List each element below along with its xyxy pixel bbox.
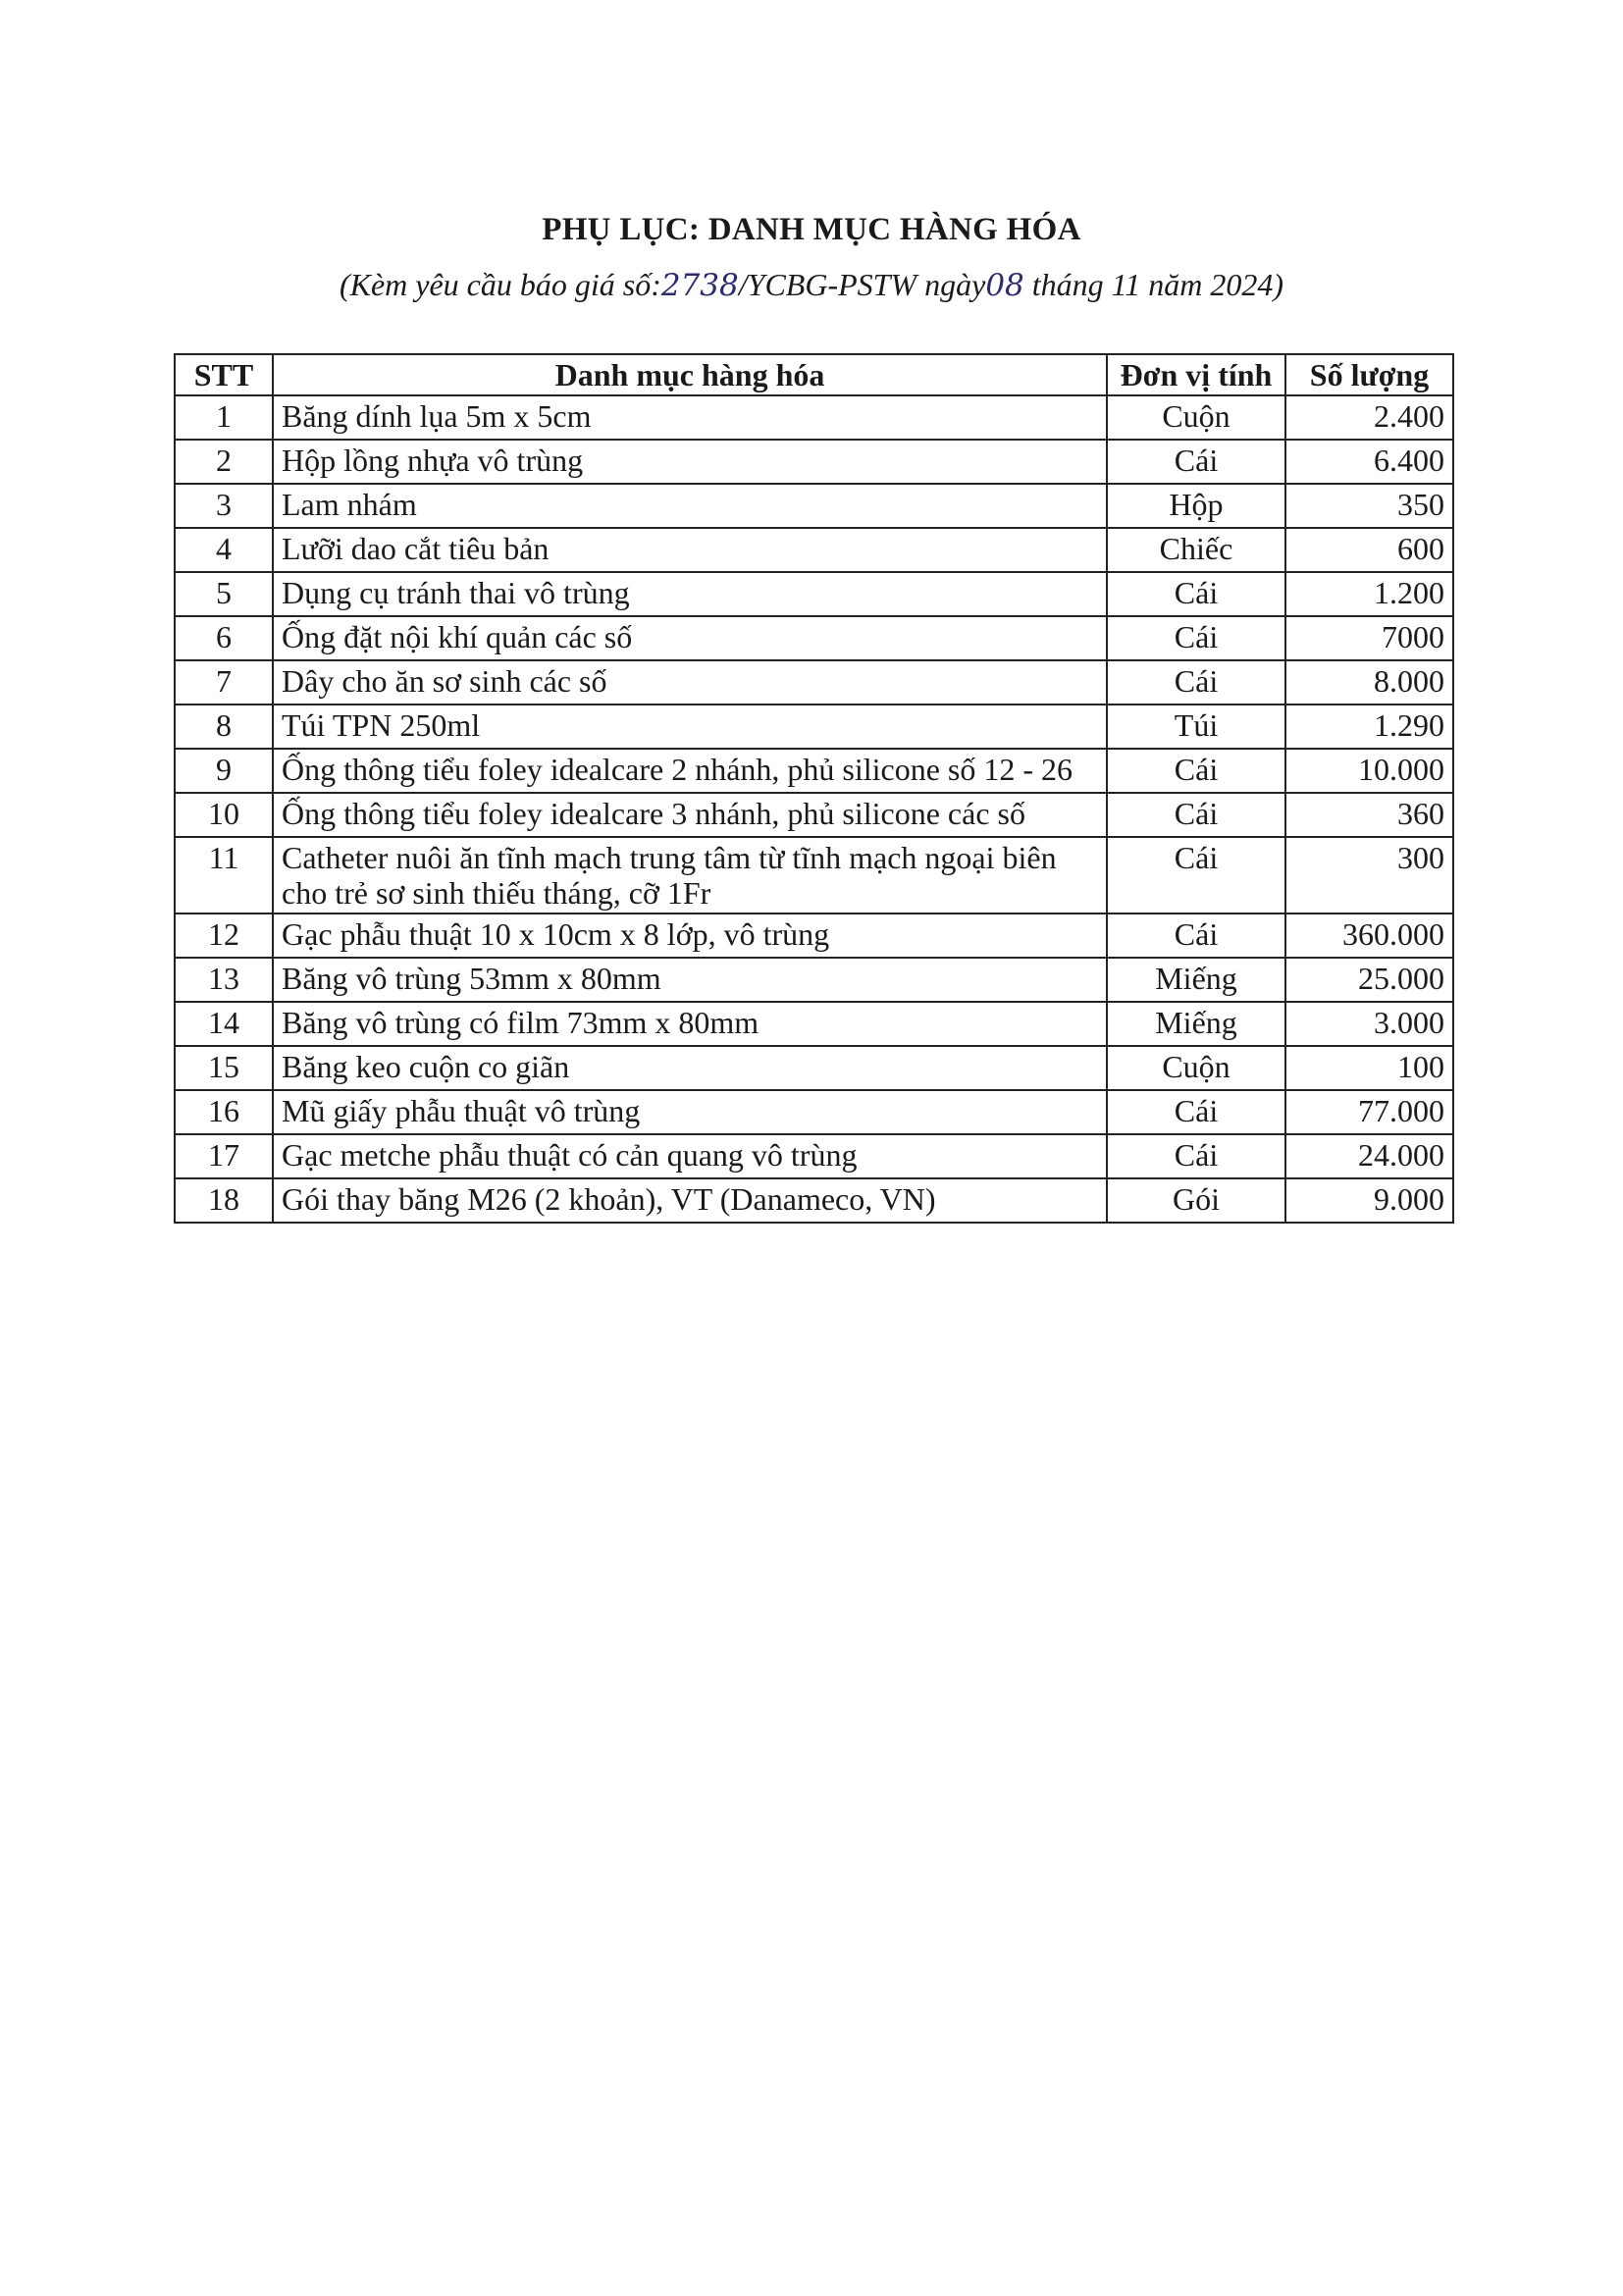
row-stt: 2 <box>175 440 273 484</box>
table-row <box>175 395 1453 440</box>
row-stt: 11 <box>175 837 273 913</box>
table-row <box>175 1090 1453 1134</box>
row-unit: Cái <box>1107 749 1285 793</box>
row-item-name: Dây cho ăn sơ sinh các số <box>273 660 1107 704</box>
row-quantity: 3.000 <box>1285 1002 1453 1046</box>
document-subtitle <box>0 267 1623 303</box>
row-quantity: 1.290 <box>1285 704 1453 749</box>
row-stt: 4 <box>175 528 273 572</box>
table-row <box>175 572 1453 616</box>
row-item-name: Băng vô trùng 53mm x 80mm <box>273 958 1107 1002</box>
table-row <box>175 616 1453 660</box>
row-unit: Cái <box>1107 793 1285 837</box>
row-unit: Cái <box>1107 440 1285 484</box>
row-quantity: 100 <box>1285 1046 1453 1090</box>
row-stt: 14 <box>175 1002 273 1046</box>
row-unit: Cái <box>1107 616 1285 660</box>
subtitle-suffix: tháng 11 năm 2024) <box>1023 267 1284 302</box>
row-item-name: Dụng cụ tránh thai vô trùng <box>273 572 1107 616</box>
row-item-name: Hộp lồng nhựa vô trùng <box>273 440 1107 484</box>
row-item-name: Ống thông tiểu foley idealcare 3 nhánh, phủ silicone các số <box>273 793 1107 837</box>
row-unit: Túi <box>1107 704 1285 749</box>
row-stt: 10 <box>175 793 273 837</box>
row-stt: 6 <box>175 616 273 660</box>
table-row <box>175 1178 1453 1223</box>
handwritten-request-number: 2738 <box>660 268 739 303</box>
row-stt: 8 <box>175 704 273 749</box>
table-row <box>175 837 1453 913</box>
row-quantity: 9.000 <box>1285 1178 1453 1223</box>
row-quantity: 1.200 <box>1285 572 1453 616</box>
row-item-name: Ống thông tiểu foley idealcare 2 nhánh, phủ silicone số 12 - 26 <box>273 749 1107 793</box>
row-item-name: Túi TPN 250ml <box>273 704 1107 749</box>
table-row <box>175 1002 1453 1046</box>
table-row <box>175 528 1453 572</box>
row-stt: 17 <box>175 1134 273 1178</box>
row-stt: 1 <box>175 395 273 440</box>
table-row <box>175 749 1453 793</box>
row-unit: Cái <box>1107 1134 1285 1178</box>
row-quantity: 350 <box>1285 484 1453 528</box>
row-quantity: 600 <box>1285 528 1453 572</box>
row-item-name: Băng vô trùng có film 73mm x 80mm <box>273 1002 1107 1046</box>
row-quantity: 77.000 <box>1285 1090 1453 1134</box>
row-unit: Cái <box>1107 913 1285 958</box>
table-row <box>175 913 1453 958</box>
row-stt: 12 <box>175 913 273 958</box>
row-stt: 16 <box>175 1090 273 1134</box>
table-row <box>175 660 1453 704</box>
row-quantity: 10.000 <box>1285 749 1453 793</box>
row-unit: Chiếc <box>1107 528 1285 572</box>
row-item-name: Ống đặt nội khí quản các số <box>273 616 1107 660</box>
row-unit: Miếng <box>1107 1002 1285 1046</box>
row-unit: Cái <box>1107 837 1285 913</box>
row-quantity: 25.000 <box>1285 958 1453 1002</box>
table-row <box>175 440 1453 484</box>
row-quantity: 6.400 <box>1285 440 1453 484</box>
row-item-name: Lưỡi dao cắt tiêu bản <box>273 528 1107 572</box>
row-quantity: 8.000 <box>1285 660 1453 704</box>
header-stt: STT <box>175 354 273 395</box>
row-quantity: 24.000 <box>1285 1134 1453 1178</box>
row-unit: Cuộn <box>1107 1046 1285 1090</box>
row-quantity: 360.000 <box>1285 913 1453 958</box>
header-quantity: Số lượng <box>1285 354 1453 395</box>
row-item-name: Băng dính lụa 5m x 5cm <box>273 395 1107 440</box>
row-quantity: 7000 <box>1285 616 1453 660</box>
row-stt: 13 <box>175 958 273 1002</box>
row-unit: Miếng <box>1107 958 1285 1002</box>
row-quantity: 360 <box>1285 793 1453 837</box>
table-row <box>175 1134 1453 1178</box>
row-unit: Cái <box>1107 660 1285 704</box>
row-item-name: Gói thay băng M26 (2 khoản), VT (Danameco, VN) <box>273 1178 1107 1223</box>
header-item-name: Danh mục hàng hóa <box>273 354 1107 395</box>
goods-table <box>174 353 1454 1224</box>
row-stt: 3 <box>175 484 273 528</box>
table-row <box>175 484 1453 528</box>
row-unit: Cái <box>1107 572 1285 616</box>
document-title: PHỤ LỤC: DANH MỤC HÀNG HÓA <box>542 212 1081 247</box>
row-item-name: Lam nhám <box>273 484 1107 528</box>
table-row <box>175 793 1453 837</box>
handwritten-request-day: 08 <box>985 268 1024 303</box>
row-stt: 18 <box>175 1178 273 1223</box>
row-item-name: Mũ giấy phẫu thuật vô trùng <box>273 1090 1107 1134</box>
row-item-name: Catheter nuôi ăn tĩnh mạch trung tâm từ tĩnh mạch ngoại biên cho trẻ sơ sinh thiếu tháng, cỡ 1Fr <box>273 837 1107 913</box>
row-item-name: Băng keo cuộn co giãn <box>273 1046 1107 1090</box>
header-unit: Đơn vị tính <box>1107 354 1285 395</box>
subtitle-prefix: (Kèm yêu cầu báo giá số: <box>339 267 661 302</box>
row-item-name: Gạc phẫu thuật 10 x 10cm x 8 lớp, vô trùng <box>273 913 1107 958</box>
row-unit: Hộp <box>1107 484 1285 528</box>
table-row <box>175 704 1453 749</box>
row-stt: 9 <box>175 749 273 793</box>
row-unit: Cuộn <box>1107 395 1285 440</box>
row-unit: Cái <box>1107 1090 1285 1134</box>
table-header-row <box>175 354 1453 395</box>
row-item-name: Gạc metche phẫu thuật có cản quang vô trùng <box>273 1134 1107 1178</box>
row-quantity: 300 <box>1285 837 1453 913</box>
row-quantity: 2.400 <box>1285 395 1453 440</box>
row-stt: 15 <box>175 1046 273 1090</box>
row-stt: 7 <box>175 660 273 704</box>
table-row <box>175 1046 1453 1090</box>
row-stt: 5 <box>175 572 273 616</box>
table-row <box>175 958 1453 1002</box>
goods-table-body <box>175 395 1453 1223</box>
row-unit: Gói <box>1107 1178 1285 1223</box>
subtitle-middle: /YCBG-PSTW ngày <box>738 267 986 302</box>
